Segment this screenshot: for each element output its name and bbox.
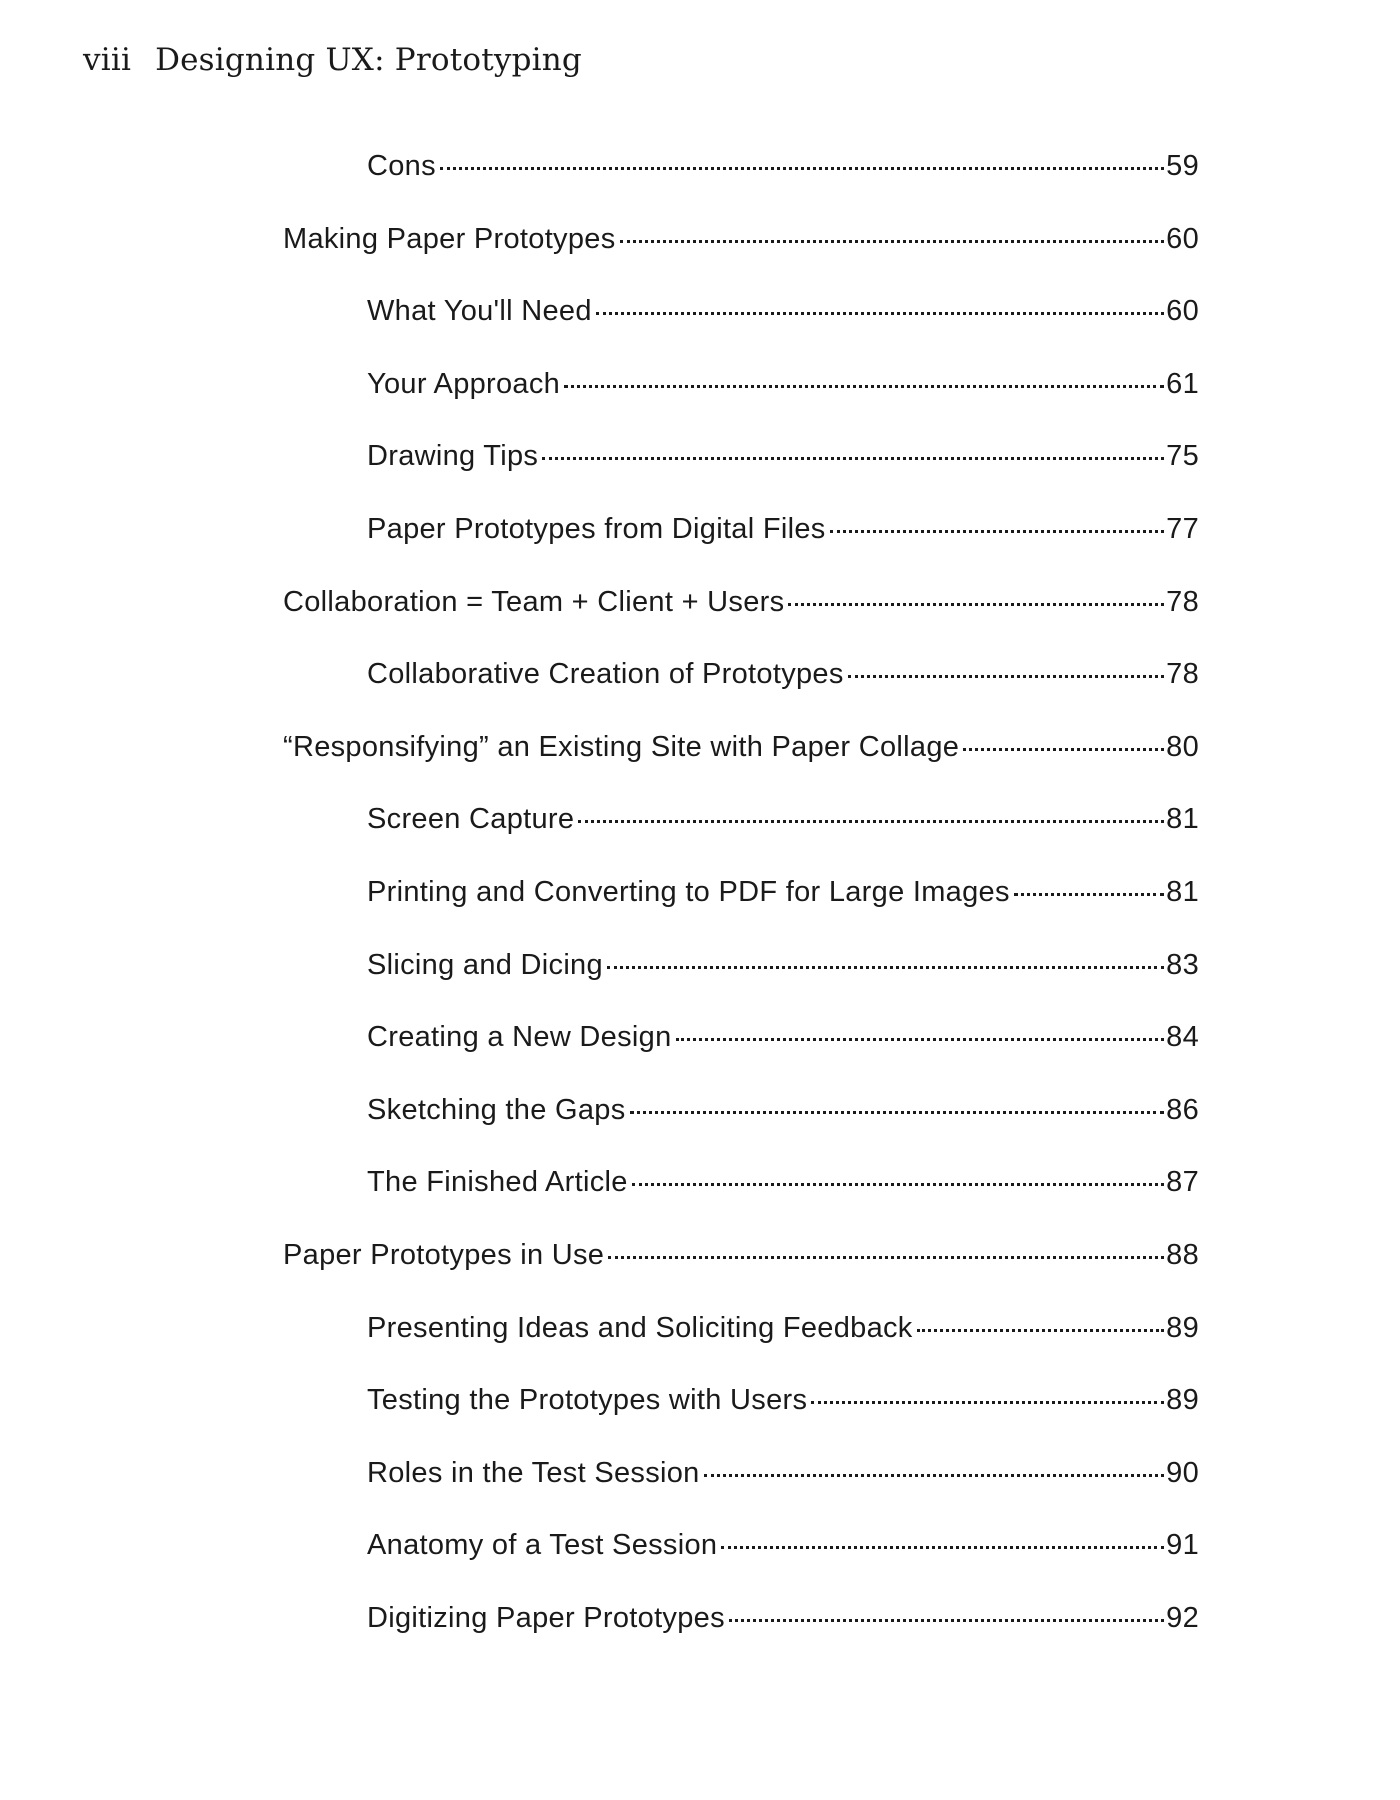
toc-entry-title: “Responsifying” an Existing Site with Paper Collage: [283, 730, 960, 763]
dot-leader: [704, 1474, 1165, 1477]
toc-entry-page-number: 90: [1166, 1456, 1199, 1489]
toc-entry-page-number: 60: [1166, 222, 1199, 255]
toc-entry-title: Creating a New Design: [367, 1021, 672, 1054]
toc-entry[interactable]: [283, 582, 1199, 622]
toc-entry[interactable]: [367, 1525, 1199, 1565]
toc-entry[interactable]: [283, 1235, 1199, 1275]
toc-entry-page-number: 81: [1166, 803, 1199, 836]
toc-entry[interactable]: [367, 146, 1199, 186]
toc-entry-page-number: 60: [1166, 295, 1199, 328]
toc-entry-page-number: 83: [1166, 948, 1199, 981]
dot-leader: [917, 1329, 1165, 1332]
dot-leader: [608, 1256, 1164, 1259]
toc-entry[interactable]: [367, 1090, 1199, 1130]
toc-entry-page-number: 78: [1166, 658, 1199, 691]
toc-entry-title: Making Paper Prototypes: [283, 222, 616, 255]
dot-leader: [811, 1401, 1164, 1404]
toc-entry-page-number: 80: [1166, 730, 1199, 763]
toc-entry-page-number: 59: [1166, 150, 1199, 182]
toc-entry-title: Collaboration = Team + Client + Users: [283, 585, 785, 618]
toc-entry-page-number: 75: [1166, 440, 1199, 473]
book-title: Designing UX: Prototyping: [155, 42, 582, 78]
dot-leader: [578, 820, 1164, 823]
toc-entry[interactable]: [283, 219, 1199, 259]
toc-entry-page-number: 87: [1166, 1166, 1199, 1199]
running-head: [83, 42, 582, 78]
dot-leader: [632, 1183, 1164, 1186]
toc-entry-page-number: 88: [1166, 1239, 1199, 1271]
toc-entry[interactable]: [367, 799, 1199, 839]
dot-leader: [729, 1619, 1164, 1622]
toc-entry[interactable]: [367, 1162, 1199, 1202]
dot-leader: [564, 385, 1164, 388]
dot-leader: [830, 530, 1165, 533]
toc-entry[interactable]: [367, 1017, 1199, 1057]
toc-entry-page-number: 61: [1166, 367, 1199, 400]
toc-entry-title: Printing and Converting to PDF for Large Images: [367, 876, 1010, 908]
toc-entry-page-number: 78: [1166, 585, 1199, 618]
toc-entry[interactable]: [367, 436, 1199, 476]
toc-entry-title: Paper Prototypes from Digital Files: [367, 513, 826, 545]
dot-leader: [721, 1546, 1164, 1549]
toc-entry-title: Roles in the Test Session: [367, 1456, 700, 1489]
dot-leader: [963, 748, 1164, 751]
toc-entry[interactable]: [367, 1380, 1199, 1420]
toc-entry-page-number: 91: [1166, 1529, 1199, 1562]
toc-entry-title: Anatomy of a Test Session: [367, 1529, 718, 1562]
dot-leader: [620, 240, 1165, 243]
dot-leader: [542, 457, 1164, 460]
dot-leader: [630, 1111, 1165, 1114]
toc-entry-page-number: 89: [1166, 1384, 1199, 1417]
toc-entry-page-number: 81: [1166, 876, 1199, 908]
page-folio: viii: [83, 42, 132, 78]
toc-entry[interactable]: [367, 945, 1199, 985]
toc-entry[interactable]: [367, 1598, 1199, 1638]
toc-entry-title: Paper Prototypes in Use: [283, 1239, 605, 1271]
toc-entry[interactable]: [367, 1308, 1199, 1348]
dot-leader: [848, 675, 1164, 678]
toc-entry-title: What You'll Need: [367, 295, 592, 328]
dot-leader: [440, 167, 1164, 170]
toc-entry-page-number: 84: [1166, 1021, 1199, 1054]
toc-entry-title: Cons: [367, 150, 436, 182]
toc-entry-title: Slicing and Dicing: [367, 948, 603, 981]
toc-entry-page-number: 86: [1166, 1093, 1199, 1126]
dot-leader: [676, 1038, 1165, 1041]
toc-entry-title: Sketching the Gaps: [367, 1093, 626, 1126]
toc-entry[interactable]: [367, 509, 1199, 549]
toc-entry-title: Your Approach: [367, 367, 561, 400]
dot-leader: [596, 312, 1164, 315]
toc-entry-page-number: 92: [1166, 1602, 1199, 1634]
toc-entry-title: Digitizing Paper Prototypes: [367, 1602, 725, 1634]
toc-entry-page-number: 89: [1166, 1311, 1199, 1344]
toc-entry-title: Screen Capture: [367, 803, 575, 836]
dot-leader: [607, 966, 1164, 969]
toc-entry[interactable]: [367, 654, 1199, 694]
toc-entry[interactable]: [367, 291, 1199, 331]
toc-entry-page-number: 77: [1166, 513, 1199, 545]
toc-entry[interactable]: [367, 1453, 1199, 1493]
toc-entry[interactable]: [367, 872, 1199, 912]
toc-entry-title: Testing the Prototypes with Users: [367, 1384, 808, 1417]
toc-entry-title: Drawing Tips: [367, 440, 539, 473]
toc-entry-title: Collaborative Creation of Prototypes: [367, 658, 844, 691]
toc-entry-title: The Finished Article: [367, 1166, 628, 1199]
toc-entry[interactable]: [367, 364, 1199, 404]
toc-entry[interactable]: [283, 727, 1199, 767]
dot-leader: [1014, 893, 1164, 896]
dot-leader: [788, 603, 1164, 606]
toc-entry-title: Presenting Ideas and Soliciting Feedback: [367, 1311, 913, 1344]
